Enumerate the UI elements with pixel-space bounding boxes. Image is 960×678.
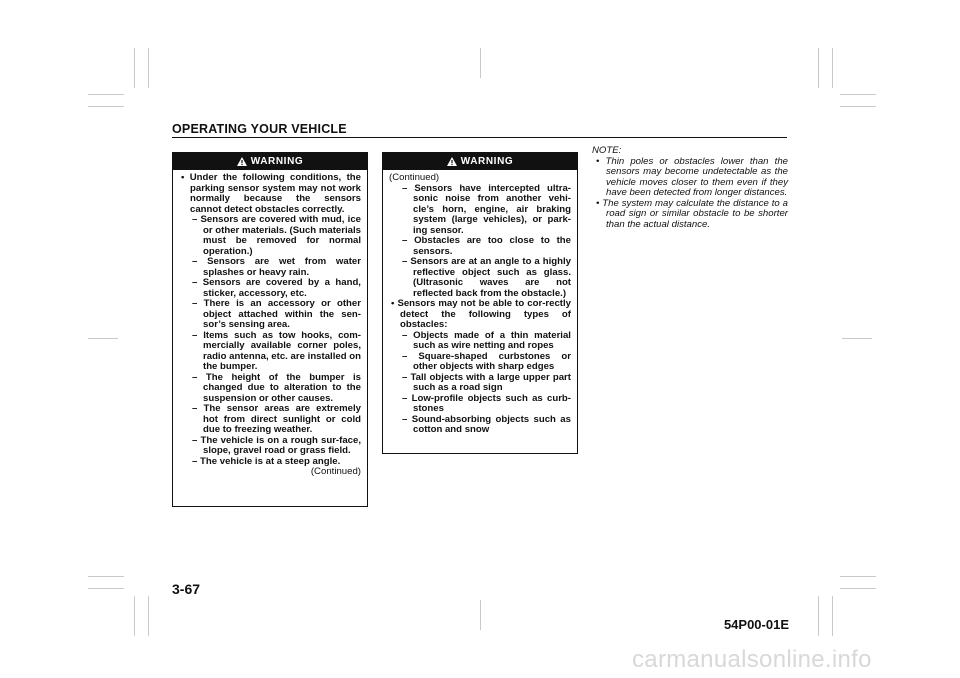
note-section — [592, 146, 788, 230]
dash-item: – Objects made of a thin material such as wire netting and ropes — [402, 329, 571, 351]
dash-item: – Obstacles are too close to the sensors. — [402, 235, 571, 257]
dash-item: – The sensor areas are extremely hot from direct sunlight or cold due to freezing weather. — [192, 403, 361, 435]
crop-mark — [88, 588, 124, 589]
note-item: • Thin poles or obstacles lower than the sensors may become undetectable as the vehicle moves closer to them even if they have been detected from longer distances. — [596, 155, 788, 198]
page-number: 3-67 — [172, 581, 201, 597]
crop-mark — [840, 106, 876, 107]
section-title: OPERATING YOUR VEHICLE — [172, 122, 347, 136]
dash-item: – Items such as tow hooks, com-mercially available corner poles, radio antenna, etc. are installed on the bumper. — [192, 329, 361, 372]
watermark: carmanualsonline.info — [632, 646, 872, 673]
dash-item: – The height of the bumper is changed due to alteration to the suspension or other causes. — [192, 371, 361, 404]
crop-mark — [88, 106, 124, 107]
crop-mark — [134, 48, 135, 88]
crop-mark — [818, 48, 819, 88]
dash-item: – Sound-absorbing objects such as cotton and snow — [402, 413, 571, 435]
bullet-item: • Sensors may not be able to cor-rectly detect the following types of obstacles: — [391, 298, 571, 330]
crop-mark — [840, 94, 876, 95]
crop-mark — [840, 576, 876, 577]
warning-body — [173, 170, 367, 482]
crop-mark — [88, 94, 124, 95]
warning-triangle-icon — [237, 157, 247, 166]
dash-item: – Low-profile objects such as curb-stones — [402, 392, 571, 414]
dash-item: – There is an accessory or other object attached within the sen-sor’s sensing area. — [192, 298, 361, 330]
warning-heading: WARNING — [250, 156, 304, 167]
crop-mark — [480, 48, 481, 78]
note-item: • The system may calculate the distance to a road sign or similar obstacle to be shorter than the actual distance. — [596, 197, 788, 230]
crop-mark — [88, 338, 118, 339]
dash-item: – The vehicle is on a rough sur-face, slope, gravel road or grass field. — [192, 434, 361, 456]
crop-mark — [840, 588, 876, 589]
dash-item: – Sensors are covered by a hand, sticker, accessory, etc. — [192, 277, 361, 299]
crop-mark — [148, 48, 149, 88]
document-code: 54P00-01E — [723, 617, 789, 632]
dash-item: – Sensors have intercepted ultra-sonic noise from another vehi-cle’s horn, engine, air braking system (large vehicles), or park-ing sensor. — [402, 182, 571, 236]
dash-item: – Sensors are covered with mud, ice or other materials. (Such materials must be removed for normal operation.) — [192, 214, 361, 257]
crop-mark — [148, 596, 149, 636]
title-divider — [172, 137, 787, 138]
continued-label: (Continued) — [310, 466, 361, 477]
dash-item: – Sensors are wet from water splashes or heavy rain. — [192, 256, 361, 278]
note-label: NOTE: — [592, 145, 622, 156]
crop-mark — [818, 596, 819, 636]
bullet-item: • Under the following conditions, the parking sensor system may not work normally because the sensors cannot detect obstacles correctly. — [181, 172, 361, 215]
warning-body — [383, 170, 577, 440]
warning-heading: WARNING — [460, 156, 514, 167]
dash-item: – Square-shaped curbstones or other objects with sharp edges — [402, 350, 571, 372]
crop-mark — [832, 596, 833, 636]
dash-item: – The vehicle is at a steep angle. — [192, 455, 341, 467]
crop-mark — [134, 596, 135, 636]
dash-item: – Sensors are at an angle to a highly reflective object such as glass. (Ultrasonic waves are not reflected back from the obstacle.) — [402, 256, 571, 299]
warning-box-right — [382, 152, 578, 454]
warning-header — [173, 153, 367, 170]
continued-label: (Continued) — [389, 172, 440, 183]
dash-item: – Tall objects with a large upper part such as a road sign — [402, 371, 571, 393]
crop-mark — [480, 600, 481, 630]
crop-mark — [832, 48, 833, 88]
warning-header — [383, 153, 577, 170]
crop-mark — [88, 576, 124, 577]
warning-triangle-icon — [447, 157, 457, 166]
warning-box-left — [172, 152, 368, 507]
crop-mark — [842, 338, 872, 339]
